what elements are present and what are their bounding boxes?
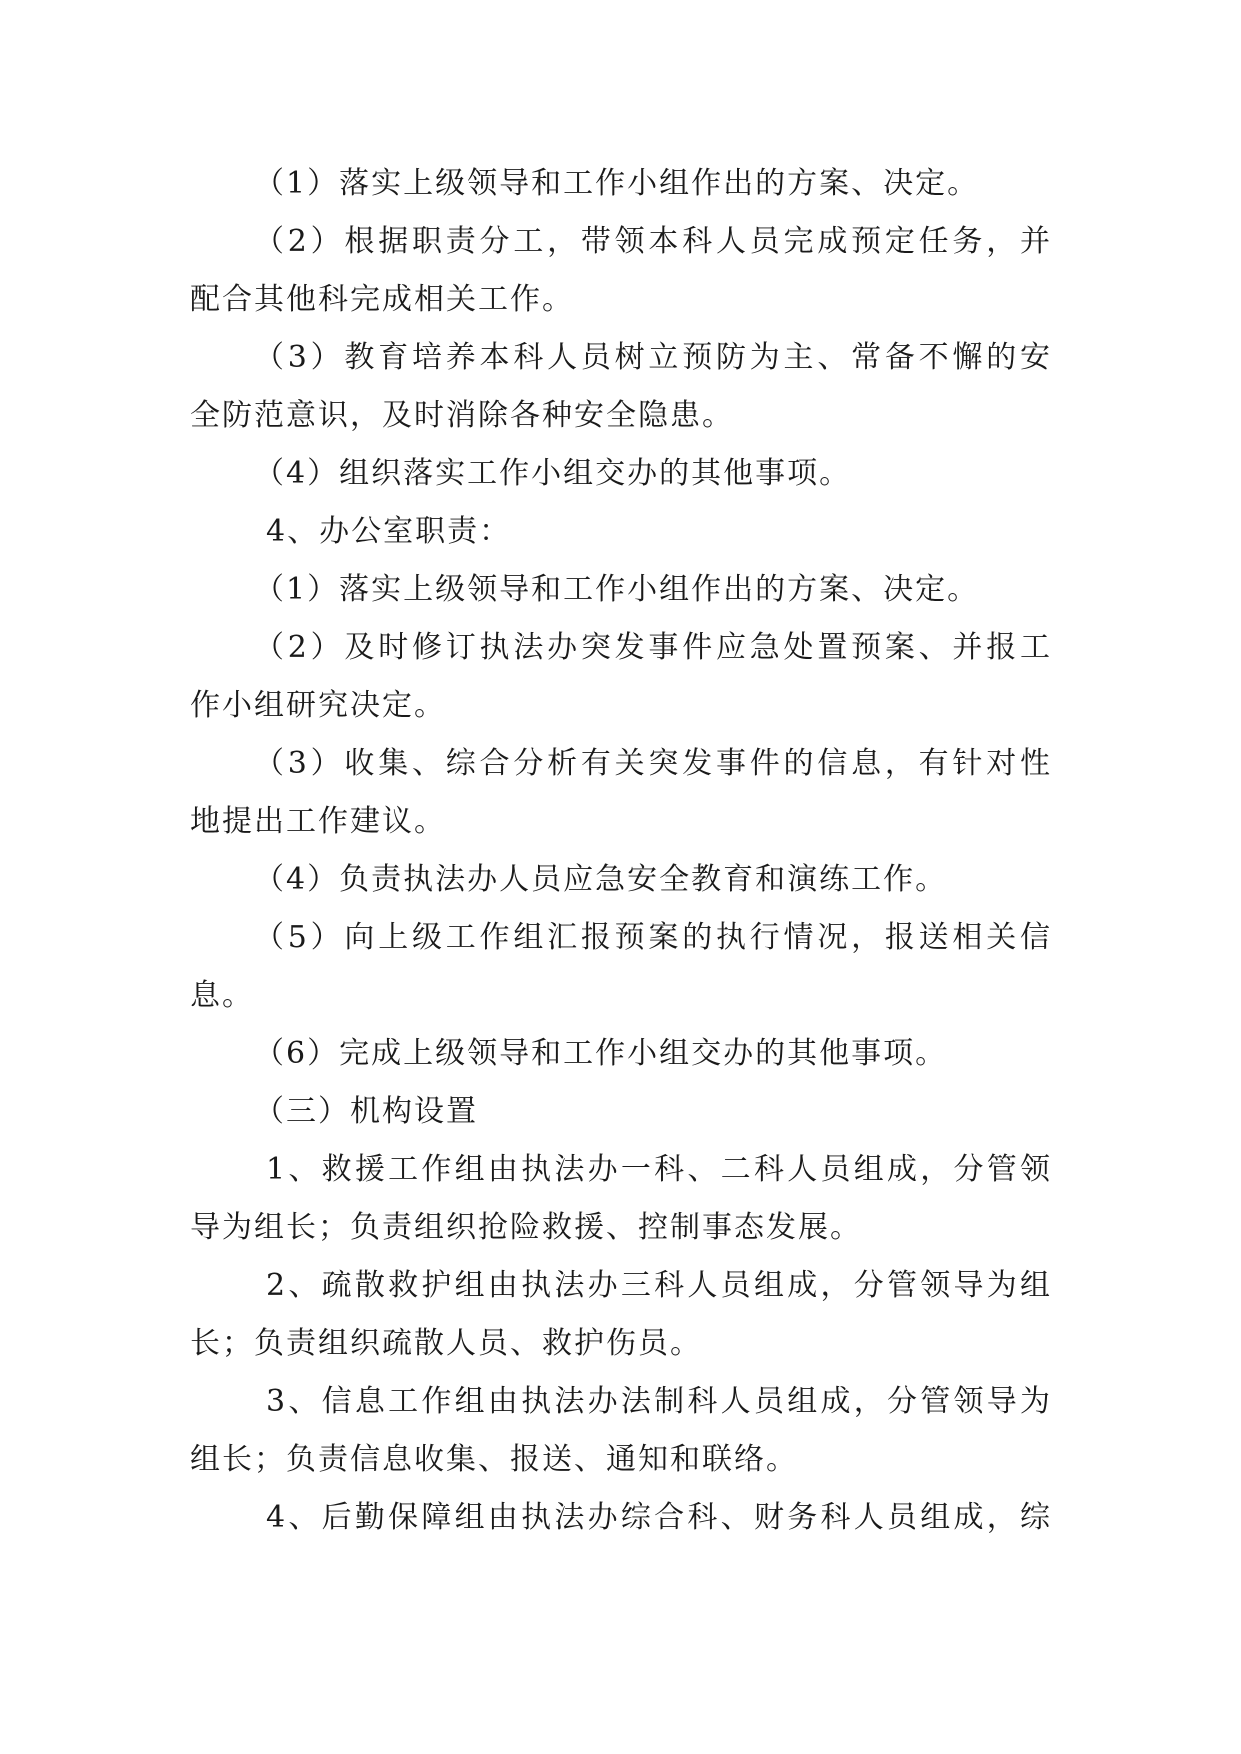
text-line: 配合其他科完成相关工作。 bbox=[190, 282, 574, 317]
text-line: 全防范意识，及时消除各种安全隐患。 bbox=[190, 398, 734, 433]
text-line: （5）向上级工作组汇报预案的执行情况，报送相关信 bbox=[254, 920, 1052, 955]
text-line: （1）落实上级领导和工作小组作出的方案、决定。 bbox=[254, 572, 980, 607]
section-heading: （三）机构设置 bbox=[254, 1094, 478, 1129]
text-line: 长；负责组织疏散人员、救护伤员。 bbox=[190, 1326, 702, 1361]
text-line: 息。 bbox=[190, 978, 254, 1013]
text-line: （2）及时修订执法办突发事件应急处置预案、并报工 bbox=[254, 630, 1052, 665]
document-body bbox=[190, 155, 1052, 1547]
text-line: （2）根据职责分工，带领本科人员完成预定任务，并 bbox=[254, 224, 1052, 259]
text-line: （3）收集、综合分析有关突发事件的信息，有针对性 bbox=[254, 746, 1052, 781]
text-line: （4）组织落实工作小组交办的其他事项。 bbox=[254, 456, 852, 491]
text-line: （1）落实上级领导和工作小组作出的方案、决定。 bbox=[254, 166, 980, 201]
text-line: （4）负责执法办人员应急安全教育和演练工作。 bbox=[254, 862, 948, 897]
text-line: 地提出工作建议。 bbox=[190, 804, 446, 839]
text-line: 3、信息工作组由执法办法制科人员组成，分管领导为 bbox=[266, 1384, 1052, 1419]
text-line: 组长；负责信息收集、报送、通知和联络。 bbox=[190, 1442, 798, 1477]
section-heading: 4、办公室职责： bbox=[266, 514, 512, 549]
text-line: （3）教育培养本科人员树立预防为主、常备不懈的安 bbox=[254, 340, 1052, 375]
text-line: 导为组长；负责组织抢险救援、控制事态发展。 bbox=[190, 1210, 862, 1245]
text-line: （6）完成上级领导和工作小组交办的其他事项。 bbox=[254, 1036, 948, 1071]
text-line: 1、救援工作组由执法办一科、二科人员组成，分管领 bbox=[266, 1152, 1052, 1187]
text-line: 2、疏散救护组由执法办三科人员组成，分管领导为组 bbox=[266, 1268, 1052, 1303]
text-line: 作小组研究决定。 bbox=[190, 688, 446, 723]
text-line: 4、后勤保障组由执法办综合科、财务科人员组成，综 bbox=[266, 1500, 1052, 1535]
